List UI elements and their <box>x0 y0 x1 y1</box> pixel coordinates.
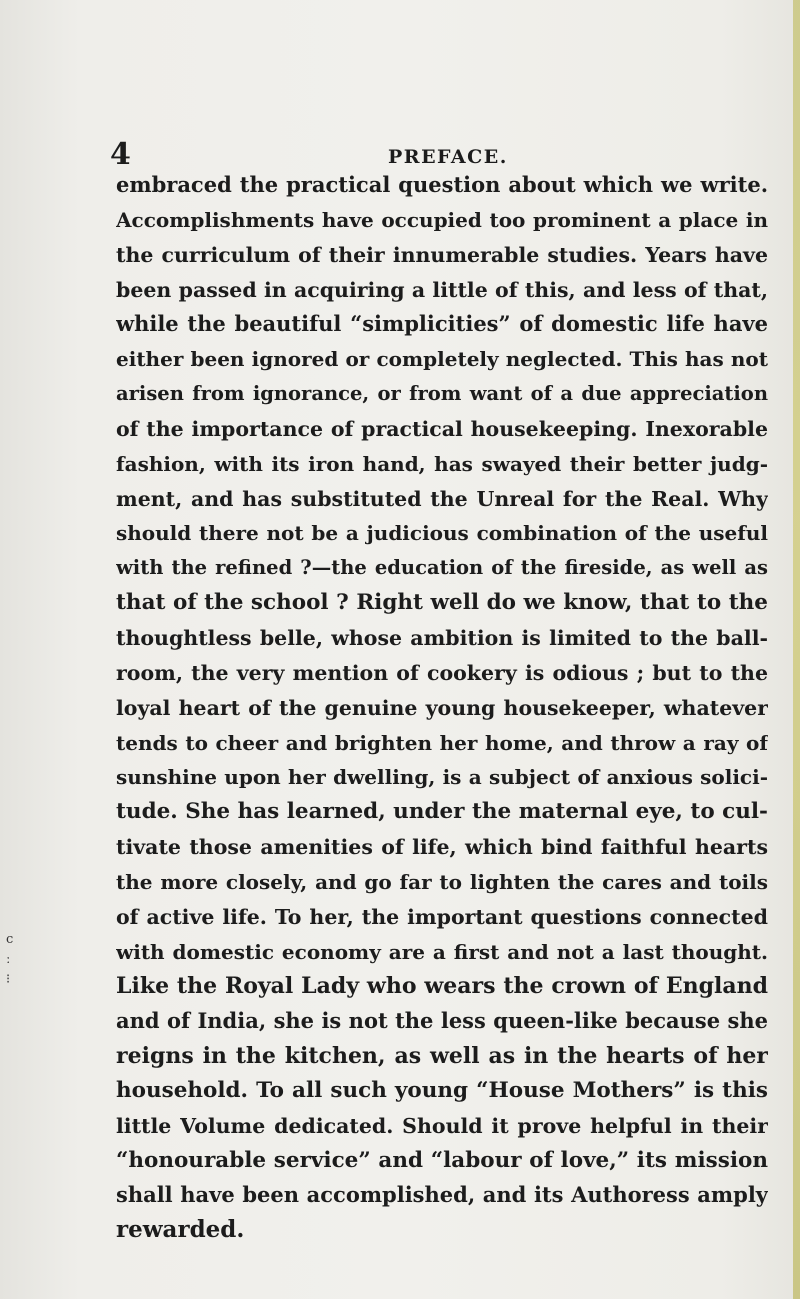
text-line: embraced the practical question about which we write. <box>116 172 768 197</box>
text-line: that of the school ? Right well do we know, that to the <box>116 590 768 616</box>
text-line: sunshine upon her dwelling, is a subject of anxious solici- <box>116 765 768 790</box>
text-line: ment, and has substituted the Unreal for the Real. Why <box>116 486 768 511</box>
text-line: little Volume dedicated. Should it prove helpful in their <box>116 1113 768 1138</box>
text-line: the more closely, and go far to lighten the cares and toils <box>116 869 768 894</box>
text-line: of active life. To her, the important questions connected <box>116 904 768 929</box>
text-line: the curriculum of their innumerable studies. Years have <box>116 242 768 267</box>
text-line: reigns in the kitchen, as well as in the hearts of her <box>116 1043 768 1070</box>
text-line: rewarded. <box>116 1216 245 1244</box>
text-line: loyal heart of the genuine young housekeeper, whatever <box>116 695 768 720</box>
text-line: with domestic economy are a first and not a last thought. <box>116 939 768 964</box>
preface-text <box>116 168 768 1248</box>
page-header <box>110 137 760 172</box>
running-head: PREFACE. <box>388 146 508 168</box>
margin-mark: ː <box>6 952 11 967</box>
margin-mark: ⁝ <box>6 972 11 987</box>
text-line: Accomplishments have occupied too prominent a place in <box>116 207 768 232</box>
text-line: either been ignored or completely neglected. This has not <box>116 347 768 372</box>
margin-mark: c <box>6 932 14 947</box>
text-line: while the beautiful “simplicities” of domestic life have <box>116 311 768 337</box>
text-line: “honourable service” and “labour of love,” its mission <box>116 1147 768 1173</box>
text-line: of the importance of practical housekeeping. Inexorable <box>116 416 768 441</box>
page-edge <box>793 0 800 1299</box>
text-line: should there not be a judicious combination of the useful <box>116 521 768 546</box>
text-line: fashion, with its iron hand, has swayed their better judg- <box>116 451 768 476</box>
text-line: tends to cheer and brighten her home, and throw a ray of <box>116 730 768 755</box>
page-number: 4 <box>110 137 131 172</box>
text-line: been passed in acquiring a little of this, and less of that, <box>116 277 768 302</box>
text-line: tivate those amenities of life, which bind faithful hearts <box>116 835 768 860</box>
text-line: household. To all such young “House Mothers” is this <box>116 1077 768 1103</box>
margin-marks <box>6 930 18 990</box>
text-line: with the refined ?—the education of the fireside, as well as <box>116 556 768 580</box>
text-line: thoughtless belle, whose ambition is limited to the ball- <box>116 625 768 650</box>
text-line: shall have been accomplished, and its Authoress amply <box>116 1182 768 1208</box>
text-line: arisen from ignorance, or from want of a due appreciation <box>116 382 768 406</box>
text-line: and of India, she is not the less queen-like because she <box>116 1008 768 1034</box>
text-line: Like the Royal Lady who wears the crown of England <box>116 973 768 1000</box>
text-line: room, the very mention of cookery is odious ; but to the <box>116 660 768 685</box>
text-line: tude. She has learned, under the maternal eye, to cul- <box>116 799 768 825</box>
